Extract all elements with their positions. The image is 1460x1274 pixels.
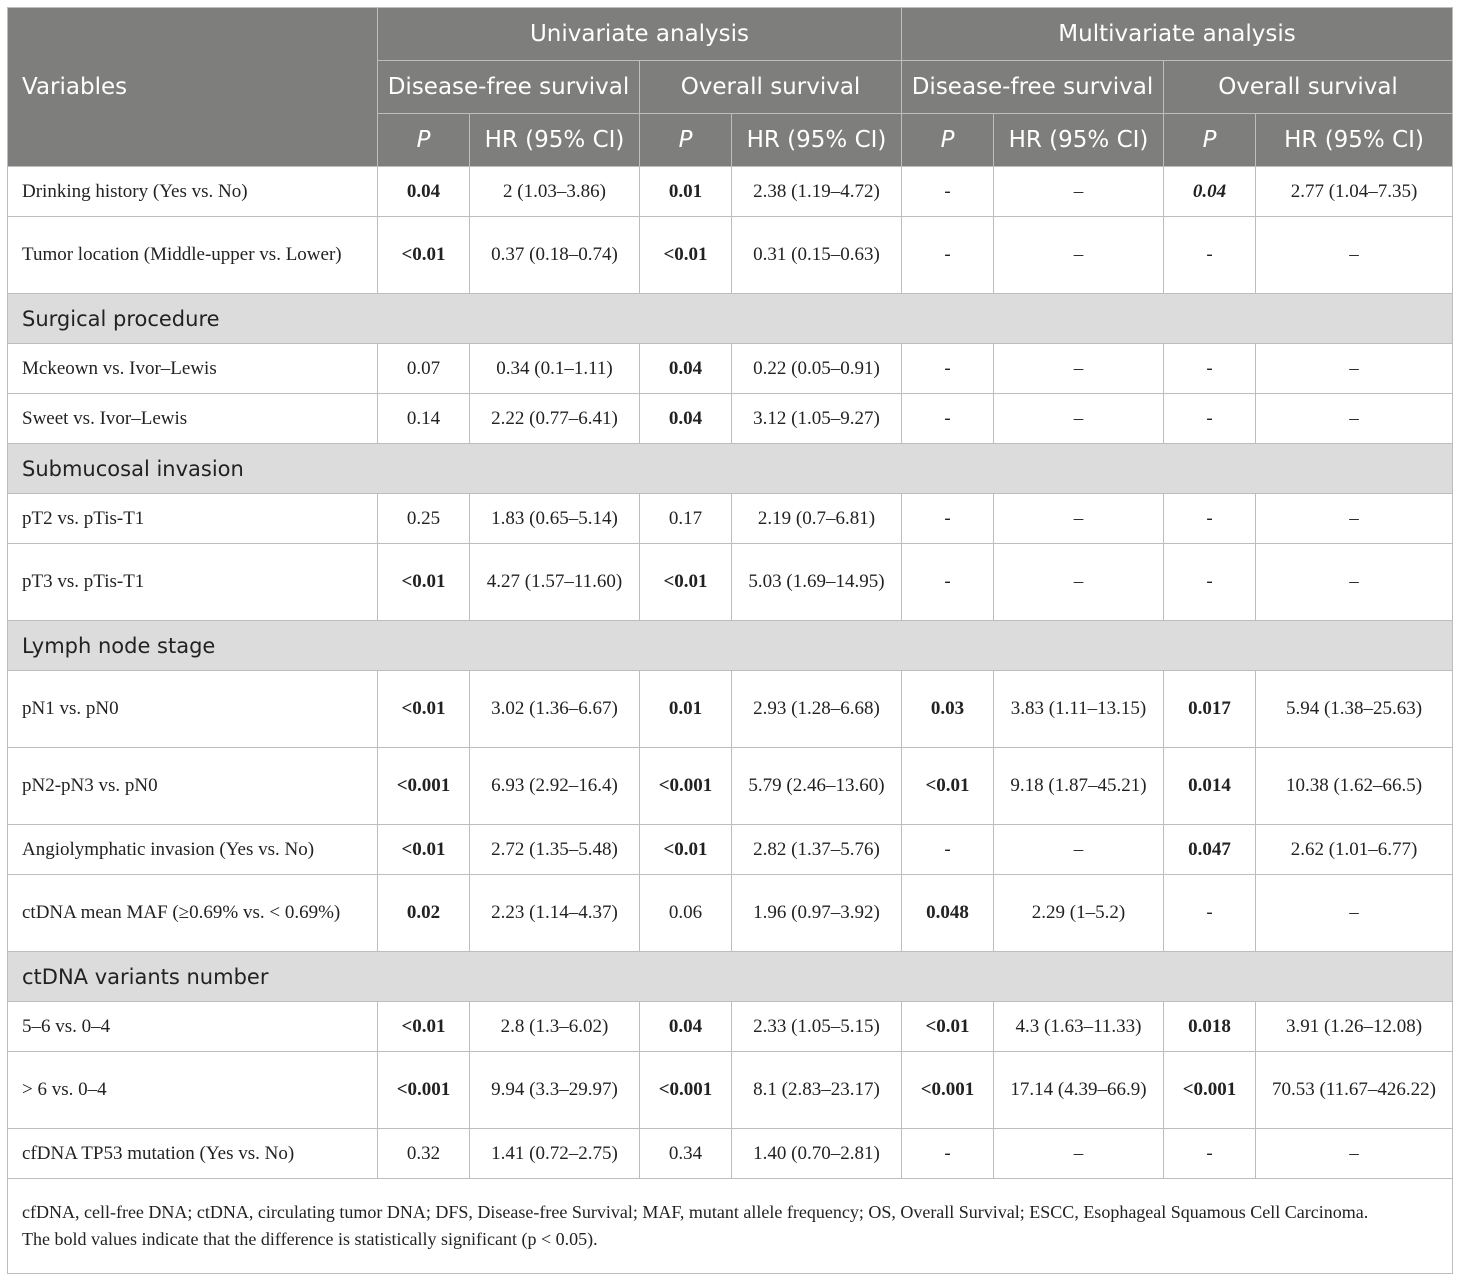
- p-value-cell: -: [1164, 217, 1256, 294]
- univariate-header: Univariate analysis: [378, 8, 902, 61]
- p-value-cell: 0.14: [378, 394, 470, 444]
- hr-ci-cell: 5.03 (1.69–14.95): [732, 544, 902, 621]
- p-value-cell: 0.017: [1164, 671, 1256, 748]
- hr-ci-cell: –: [1256, 217, 1453, 294]
- hr-ci-cell: –: [994, 544, 1164, 621]
- hr-ci-cell: –: [1256, 544, 1453, 621]
- p-value-cell: <0.001: [640, 1052, 732, 1129]
- variable-cell: Sweet vs. Ivor–Lewis: [8, 394, 378, 444]
- hr-ci-cell: 2.8 (1.3–6.02): [470, 1002, 640, 1052]
- table-row: [8, 344, 1453, 394]
- p-value-cell: 0.014: [1164, 748, 1256, 825]
- hr-ci-cell: 0.37 (0.18–0.74): [470, 217, 640, 294]
- p-value-cell: -: [902, 544, 994, 621]
- section-label: Lymph node stage: [8, 621, 1453, 671]
- p-value-cell: <0.01: [378, 544, 470, 621]
- table-row: [8, 875, 1453, 952]
- variable-cell: Angiolymphatic invasion (Yes vs. No): [8, 825, 378, 875]
- hr-ci-cell: 2.29 (1–5.2): [994, 875, 1164, 952]
- table-row: [8, 1129, 1453, 1179]
- section-label: Submucosal invasion: [8, 444, 1453, 494]
- section-row: [8, 294, 1453, 344]
- multi-dfs-hr-header: HR (95% CI): [994, 114, 1164, 167]
- hr-ci-cell: 0.22 (0.05–0.91): [732, 344, 902, 394]
- p-value-cell: -: [1164, 394, 1256, 444]
- hr-ci-cell: –: [994, 494, 1164, 544]
- variable-cell: pN1 vs. pN0: [8, 671, 378, 748]
- hr-ci-cell: 2.22 (0.77–6.41): [470, 394, 640, 444]
- p-value-cell: 0.01: [640, 671, 732, 748]
- p-value-cell: <0.001: [902, 1052, 994, 1129]
- variable-cell: ctDNA mean MAF (≥0.69% vs. < 0.69%): [8, 875, 378, 952]
- hr-ci-cell: 70.53 (11.67–426.22): [1256, 1052, 1453, 1129]
- p-value-cell: -: [902, 344, 994, 394]
- table-row: [8, 217, 1453, 294]
- table-row: [8, 1002, 1453, 1052]
- p-value-cell: <0.01: [378, 671, 470, 748]
- uni-os-p-header: P: [640, 114, 732, 167]
- multi-os-p-header: P: [1164, 114, 1256, 167]
- table-row: [8, 394, 1453, 444]
- variable-cell: Tumor location (Middle-upper vs. Lower): [8, 217, 378, 294]
- p-value-cell: <0.01: [378, 825, 470, 875]
- p-value-cell: 0.02: [378, 875, 470, 952]
- hr-ci-cell: 3.83 (1.11–13.15): [994, 671, 1164, 748]
- hr-ci-cell: 2.19 (0.7–6.81): [732, 494, 902, 544]
- section-label: Surgical procedure: [8, 294, 1453, 344]
- p-value-cell: 0.04: [640, 1002, 732, 1052]
- hr-ci-cell: –: [1256, 344, 1453, 394]
- variable-cell: pT2 vs. pTis-T1: [8, 494, 378, 544]
- hr-ci-cell: 4.3 (1.63–11.33): [994, 1002, 1164, 1052]
- multi-os-header: Overall survival: [1164, 61, 1453, 114]
- table-row: [8, 671, 1453, 748]
- variable-cell: 5–6 vs. 0–4: [8, 1002, 378, 1052]
- p-value-cell: 0.17: [640, 494, 732, 544]
- p-value-cell: <0.001: [1164, 1052, 1256, 1129]
- p-value-cell: 0.03: [902, 671, 994, 748]
- p-value-cell: <0.01: [640, 544, 732, 621]
- hr-ci-cell: –: [1256, 494, 1453, 544]
- hr-ci-cell: 0.34 (0.1–1.11): [470, 344, 640, 394]
- hr-ci-cell: 4.27 (1.57–11.60): [470, 544, 640, 621]
- hr-ci-cell: –: [1256, 1129, 1453, 1179]
- uni-dfs-hr-header: HR (95% CI): [470, 114, 640, 167]
- p-value-cell: -: [1164, 875, 1256, 952]
- p-value-cell: -: [1164, 544, 1256, 621]
- hr-ci-cell: 2.23 (1.14–4.37): [470, 875, 640, 952]
- footnote-bold-note: The bold values indicate that the difference is statistically significant (p < 0.05).: [22, 1229, 598, 1249]
- multivariate-header: Multivariate analysis: [902, 8, 1453, 61]
- p-value-cell: <0.001: [378, 748, 470, 825]
- p-value-cell: 0.06: [640, 875, 732, 952]
- hr-ci-cell: 3.12 (1.05–9.27): [732, 394, 902, 444]
- uni-os-hr-header: HR (95% CI): [732, 114, 902, 167]
- table-row: [8, 748, 1453, 825]
- variable-cell: pN2-pN3 vs. pN0: [8, 748, 378, 825]
- hr-ci-cell: –: [1256, 875, 1453, 952]
- hr-ci-cell: 3.02 (1.36–6.67): [470, 671, 640, 748]
- hr-ci-cell: 2.38 (1.19–4.72): [732, 167, 902, 217]
- table-body: [8, 167, 1453, 1179]
- p-value-cell: -: [1164, 494, 1256, 544]
- section-label: ctDNA variants number: [8, 952, 1453, 1002]
- table-row: [8, 167, 1453, 217]
- uni-os-header: Overall survival: [640, 61, 902, 114]
- multi-dfs-header: Disease-free survival: [902, 61, 1164, 114]
- p-value-cell: <0.01: [902, 748, 994, 825]
- table-row: [8, 494, 1453, 544]
- p-value-cell: 0.07: [378, 344, 470, 394]
- hr-ci-cell: 2.62 (1.01–6.77): [1256, 825, 1453, 875]
- p-value-cell: <0.01: [640, 217, 732, 294]
- footnote: [8, 1179, 1453, 1274]
- p-value-cell: <0.01: [902, 1002, 994, 1052]
- hr-ci-cell: –: [994, 167, 1164, 217]
- p-value-cell: <0.01: [378, 1002, 470, 1052]
- p-value-cell: 0.34: [640, 1129, 732, 1179]
- multi-os-hr-header: HR (95% CI): [1256, 114, 1453, 167]
- hr-ci-cell: –: [994, 344, 1164, 394]
- section-row: [8, 952, 1453, 1002]
- hr-ci-cell: 9.18 (1.87–45.21): [994, 748, 1164, 825]
- hr-ci-cell: 17.14 (4.39–66.9): [994, 1052, 1164, 1129]
- multi-dfs-p-header: P: [902, 114, 994, 167]
- p-value-cell: -: [902, 494, 994, 544]
- p-value-cell: <0.01: [378, 217, 470, 294]
- hr-ci-cell: 3.91 (1.26–12.08): [1256, 1002, 1453, 1052]
- hr-ci-cell: 6.93 (2.92–16.4): [470, 748, 640, 825]
- p-value-cell: 0.048: [902, 875, 994, 952]
- section-row: [8, 621, 1453, 671]
- table-row: [8, 825, 1453, 875]
- hr-ci-cell: 1.83 (0.65–5.14): [470, 494, 640, 544]
- p-value-cell: 0.04: [1164, 167, 1256, 217]
- p-value-cell: <0.001: [378, 1052, 470, 1129]
- hr-ci-cell: 2.82 (1.37–5.76): [732, 825, 902, 875]
- uni-dfs-header: Disease-free survival: [378, 61, 640, 114]
- p-value-cell: -: [1164, 1129, 1256, 1179]
- p-value-cell: <0.01: [640, 825, 732, 875]
- table-header: [8, 8, 1453, 167]
- section-row: [8, 444, 1453, 494]
- variable-cell: pT3 vs. pTis-T1: [8, 544, 378, 621]
- table-row: [8, 1052, 1453, 1129]
- variable-cell: > 6 vs. 0–4: [8, 1052, 378, 1129]
- p-value-cell: 0.04: [640, 344, 732, 394]
- hr-ci-cell: 2.77 (1.04–7.35): [1256, 167, 1453, 217]
- hr-ci-cell: 2.33 (1.05–5.15): [732, 1002, 902, 1052]
- hr-ci-cell: 1.96 (0.97–3.92): [732, 875, 902, 952]
- hr-ci-cell: 2.93 (1.28–6.68): [732, 671, 902, 748]
- p-value-cell: -: [902, 167, 994, 217]
- hr-ci-cell: –: [994, 1129, 1164, 1179]
- hr-ci-cell: 10.38 (1.62–66.5): [1256, 748, 1453, 825]
- p-value-cell: 0.01: [640, 167, 732, 217]
- p-value-cell: -: [902, 394, 994, 444]
- hr-ci-cell: 9.94 (3.3–29.97): [470, 1052, 640, 1129]
- hr-ci-cell: 5.94 (1.38–25.63): [1256, 671, 1453, 748]
- p-value-cell: 0.32: [378, 1129, 470, 1179]
- hr-ci-cell: 5.79 (2.46–13.60): [732, 748, 902, 825]
- uni-dfs-p-header: P: [378, 114, 470, 167]
- variable-cell: Mckeown vs. Ivor–Lewis: [8, 344, 378, 394]
- p-value-cell: 0.04: [640, 394, 732, 444]
- hr-ci-cell: 8.1 (2.83–23.17): [732, 1052, 902, 1129]
- p-value-cell: 0.047: [1164, 825, 1256, 875]
- hr-ci-cell: 0.31 (0.15–0.63): [732, 217, 902, 294]
- p-value-cell: 0.018: [1164, 1002, 1256, 1052]
- p-value-cell: -: [1164, 344, 1256, 394]
- hr-ci-cell: 2 (1.03–3.86): [470, 167, 640, 217]
- variables-header: Variables: [8, 8, 378, 167]
- hr-ci-cell: 1.40 (0.70–2.81): [732, 1129, 902, 1179]
- p-value-cell: 0.04: [378, 167, 470, 217]
- p-value-cell: -: [902, 825, 994, 875]
- p-value-cell: -: [902, 217, 994, 294]
- survival-analysis-table: [7, 7, 1453, 1274]
- hr-ci-cell: –: [994, 394, 1164, 444]
- p-value-cell: -: [902, 1129, 994, 1179]
- table-row: [8, 544, 1453, 621]
- p-value-cell: 0.25: [378, 494, 470, 544]
- p-value-cell: <0.001: [640, 748, 732, 825]
- table-footer: [8, 1179, 1453, 1274]
- hr-ci-cell: 1.41 (0.72–2.75): [470, 1129, 640, 1179]
- variable-cell: Drinking history (Yes vs. No): [8, 167, 378, 217]
- hr-ci-cell: –: [994, 825, 1164, 875]
- variable-cell: cfDNA TP53 mutation (Yes vs. No): [8, 1129, 378, 1179]
- hr-ci-cell: –: [1256, 394, 1453, 444]
- results-table-container: [7, 7, 1452, 1274]
- hr-ci-cell: –: [994, 217, 1164, 294]
- footnote-abbreviations: cfDNA, cell-free DNA; ctDNA, circulating tumor DNA; DFS, Disease-free Survival; MAF, mutant allele frequency; OS, Overall Survival; ESCC, Esophageal Squamous Cell Carcinoma.: [22, 1202, 1369, 1222]
- hr-ci-cell: 2.72 (1.35–5.48): [470, 825, 640, 875]
